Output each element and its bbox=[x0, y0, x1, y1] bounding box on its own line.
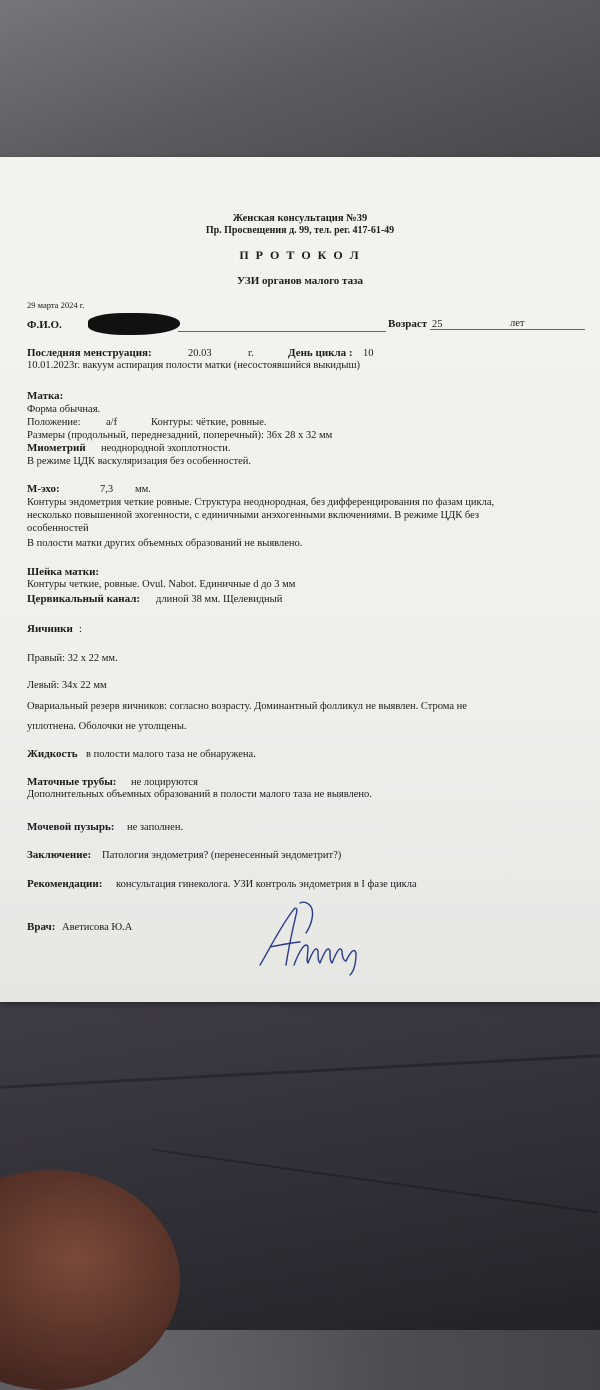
bladder-label: Мочевой пузырь: bbox=[27, 821, 115, 833]
document-title: П Р О Т О К О Л bbox=[239, 248, 361, 262]
fio-underline bbox=[178, 331, 386, 332]
menstruation-year: г. bbox=[248, 348, 254, 359]
menstruation-label: Последняя менструация: bbox=[27, 347, 152, 359]
myometrium-value: неоднородной эхоплотности. bbox=[101, 443, 231, 454]
ovarian-reserve-line1: Овариальный резерв яичников: согласно возрасту. Доминантный фолликул не выявлен. Строма не bbox=[27, 701, 467, 712]
cycle-day-value: 10 bbox=[363, 348, 374, 359]
age-label: Возраст bbox=[388, 318, 428, 330]
protocol-date: 29 марта 2024 г. bbox=[27, 300, 85, 310]
uterus-heading: Матка: bbox=[27, 390, 64, 402]
doctor-label: Врач: bbox=[27, 921, 56, 933]
age-underline bbox=[430, 329, 585, 330]
m-echo-line1: Контуры эндометрия четкие ровные. Структура неоднородная, без дифференцирования по фазам цикла, bbox=[27, 497, 495, 508]
uterus-position-label: Положение: bbox=[27, 417, 81, 428]
fluid-label: Жидкость bbox=[27, 748, 78, 760]
cycle-day-label: День цикла : bbox=[288, 347, 353, 359]
m-echo-line3: особенностей bbox=[27, 523, 89, 534]
conclusion-value: Патология эндометрия? (перенесенный эндометрит?) bbox=[102, 850, 342, 861]
background-fabric-top bbox=[0, 0, 600, 160]
age-value: 25 bbox=[432, 319, 443, 330]
cervix-line1: Контуры четкие, ровные. Ovul. Nabot. Единичные d до 3 мм bbox=[27, 579, 296, 590]
cervical-canal-value: длиной 38 мм. Щелевидный bbox=[156, 594, 283, 605]
m-echo-line4: В полости матки других объемных образований не выявлено. bbox=[27, 538, 303, 549]
clinic-address: Пр. Просвещения д. 99, тел. рег. 417-61-49 bbox=[205, 225, 395, 236]
doctor-signature bbox=[250, 897, 380, 977]
recommendations-value: консультация гинеколога. УЗИ контроль эндометрия в I фазе цикла bbox=[116, 879, 417, 890]
uterus-shape: Форма обычная. bbox=[27, 404, 101, 415]
ovary-left: Левый: 34х 22 мм bbox=[27, 680, 107, 691]
bladder-value: не заполнен. bbox=[127, 822, 184, 833]
uterus-position-value: a/f bbox=[106, 417, 118, 428]
ovaries-colon: : bbox=[79, 624, 82, 635]
tubes-value: не лоцируются bbox=[131, 777, 198, 788]
redacted-name bbox=[88, 313, 180, 335]
uterus-contours: Контуры: чёткие, ровные. bbox=[151, 417, 267, 428]
tubes-label: Маточные трубы: bbox=[27, 776, 117, 788]
doctor-name: Аветисова Ю.А bbox=[62, 922, 133, 933]
fluid-value: в полости малого таза не обнаружена. bbox=[86, 749, 256, 760]
uterus-sizes: Размеры (продольный, переднезадний, поперечный): 36х 28 х 32 мм bbox=[27, 430, 333, 441]
clinic-name: Женская консультация №39 bbox=[232, 213, 368, 224]
m-echo-value: 7,3 bbox=[100, 484, 114, 495]
conclusion-label: Заключение: bbox=[27, 849, 92, 861]
cervix-heading: Шейка матки: bbox=[27, 566, 100, 578]
ovarian-reserve-line2: уплотнена. Оболочки не утолщены. bbox=[27, 721, 187, 732]
tubes-extra: Дополнительных объемных образований в полости малого таза не выявлено. bbox=[27, 789, 372, 800]
fio-label: Ф.И.О. bbox=[27, 319, 62, 331]
ovaries-heading: Яичники bbox=[27, 623, 73, 635]
uterus-cdk: В режиме ЦДК васкуляризация без особенностей. bbox=[27, 456, 251, 467]
recommendations-label: Рекомендации: bbox=[27, 878, 103, 890]
age-unit: лет bbox=[510, 318, 525, 329]
m-echo-unit: мм. bbox=[135, 484, 151, 495]
myometrium-label: Миометрий bbox=[27, 442, 86, 454]
m-echo-line2: несколько повышенной эхогенности, с единичными анэхогенными включениями. В режиме ЦДК без bbox=[27, 510, 480, 521]
menstruation-value: 20.03 bbox=[188, 348, 212, 359]
ovary-right: Правый: 32 х 22 мм. bbox=[27, 653, 118, 664]
history-line: 10.01.2023г. вакуум аспирация полости матки (несостоявшийся выкидыш) bbox=[27, 360, 361, 371]
document-subtitle: УЗИ органов малого таза bbox=[236, 275, 364, 287]
protocol-sheet bbox=[0, 157, 600, 1002]
cervical-canal-label: Цервикальный канал: bbox=[27, 593, 141, 605]
m-echo-label: М-эхо: bbox=[27, 483, 60, 495]
